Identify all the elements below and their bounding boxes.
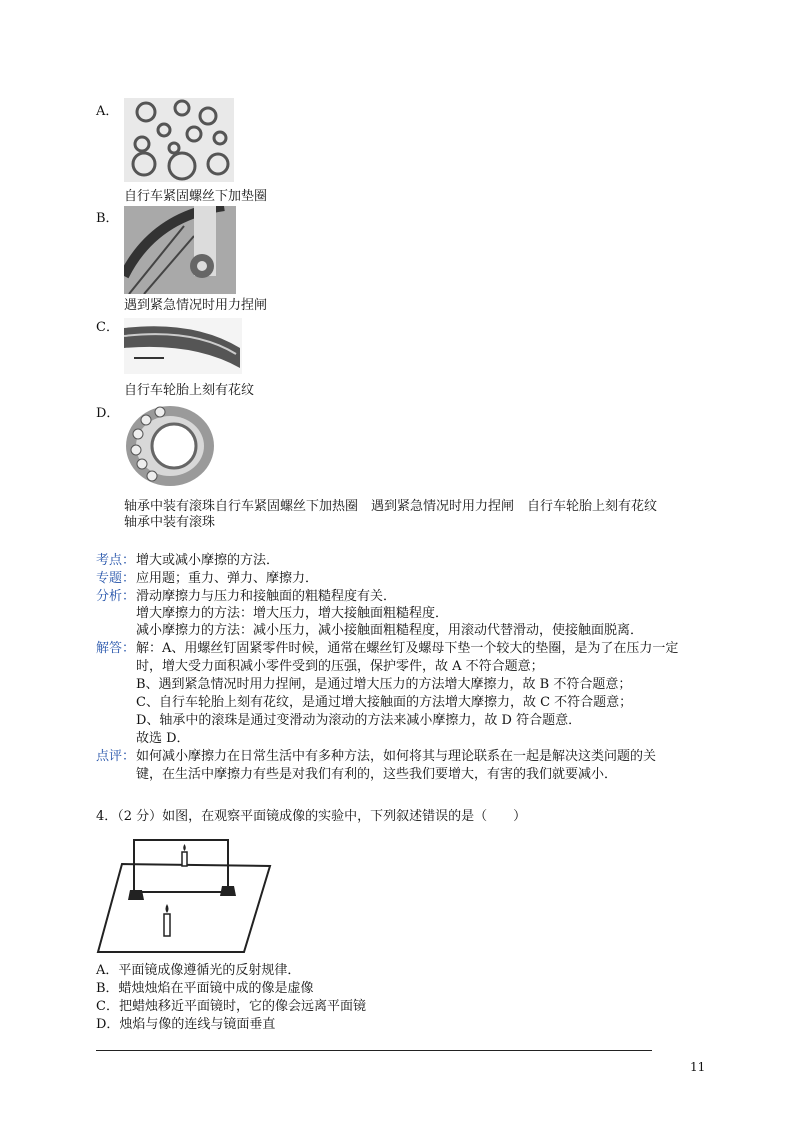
jieda-label: 解答： xyxy=(96,641,136,656)
jieda-line1: 解：A、用螺丝钉固紧零件时候，通常在螺丝钉及螺母下垫一个较大的垫圈，是为了在压力一定 xyxy=(136,641,679,656)
plane-mirror-experiment-figure xyxy=(94,834,276,958)
jieda-line6: 故选 D． xyxy=(136,731,190,746)
jieda-line4: C、自行车轮胎上刻有花纹，是通过增大接触面的方法增大摩擦力，故 C 不符合题意； xyxy=(136,695,633,710)
option-b-caption: 遇到紧急情况时用力捏闸 xyxy=(124,298,268,313)
kaodian-text: 增大或减小摩擦的方法． xyxy=(136,553,280,568)
dianping-label: 点评： xyxy=(96,749,136,764)
zhuanti-label: 专题： xyxy=(96,571,136,586)
ball-bearing-photo xyxy=(124,404,216,488)
q4-option-b: B．蜡烛烛焰在平面镜中成的像是虚像 xyxy=(96,981,314,996)
jieda-line2: 时，增大受力面积减小零件受到的压强，保护零件，故 A 不符合题意； xyxy=(136,659,544,674)
q4-option-a: A．平面镜成像遵循光的反射规律． xyxy=(96,963,301,978)
bicycle-brake-photo xyxy=(124,206,236,294)
option-c-caption: 自行车轮胎上刻有花纹 xyxy=(124,383,255,398)
q4-option-d: D．烛焰与像的连线与镜面垂直 xyxy=(96,1017,276,1032)
tire-tread-photo xyxy=(124,318,242,374)
fenxi-label: 分析： xyxy=(96,589,136,604)
option-c-letter: C． xyxy=(96,320,119,335)
dianping-line1: 如何减小摩擦力在日常生活中有多种方法，如何将其与理论联系在一起是解决这类问题的关 xyxy=(136,749,657,764)
fenxi-line3: 减小摩擦力的方法：减小压力，减小接触面粗糙程度，用滚动代替滑动，使接触面脱离． xyxy=(136,623,644,638)
washers-photo xyxy=(124,98,234,182)
jieda-line3: B、遇到紧急情况时用力捏闸，是通过增大压力的方法增大摩擦力，故 B 不符合题意； xyxy=(136,677,632,692)
option-b-letter: B． xyxy=(96,211,119,226)
option-d-text-line2: 轴承中装有滚珠 xyxy=(124,515,216,530)
fenxi-line2: 增大摩擦力的方法：增大压力，增大接触面粗糙程度． xyxy=(136,606,449,621)
q4-option-c: C．把蜡烛移近平面镜时，它的像会远离平面镜 xyxy=(96,999,366,1014)
option-a-caption: 自行车紧固螺丝下加垫圈 xyxy=(124,189,268,204)
option-d-letter: D． xyxy=(96,406,120,421)
fenxi-line1: 滑动摩擦力与压力和接触面的粗糙程度有关． xyxy=(136,589,397,604)
footer-rule xyxy=(96,1050,652,1051)
page-number: 11 xyxy=(690,1060,706,1074)
dianping-line2: 键，在生活中摩擦力有些是对我们有利的，这些我们要增大，有害的我们就要减小． xyxy=(136,767,618,782)
option-d-text-line1: 轴承中装有滚珠自行车紧固螺丝下加热圈 遇到紧急情况时用力捏闸 自行车轮胎上刻有花纹 xyxy=(124,499,658,514)
jieda-line5: D、轴承中的滚珠是通过变滑动为滚动的方法来减小摩擦力，故 D 符合题意． xyxy=(136,713,582,728)
option-a-letter: A． xyxy=(96,104,119,119)
question4-stem: 4．（2 分）如图，在观察平面镜成像的实验中，下列叙述错误的是（ ） xyxy=(96,809,527,824)
kaodian-label: 考点： xyxy=(96,553,136,568)
zhuanti-text: 应用题；重力、弹力、摩擦力． xyxy=(136,571,319,586)
